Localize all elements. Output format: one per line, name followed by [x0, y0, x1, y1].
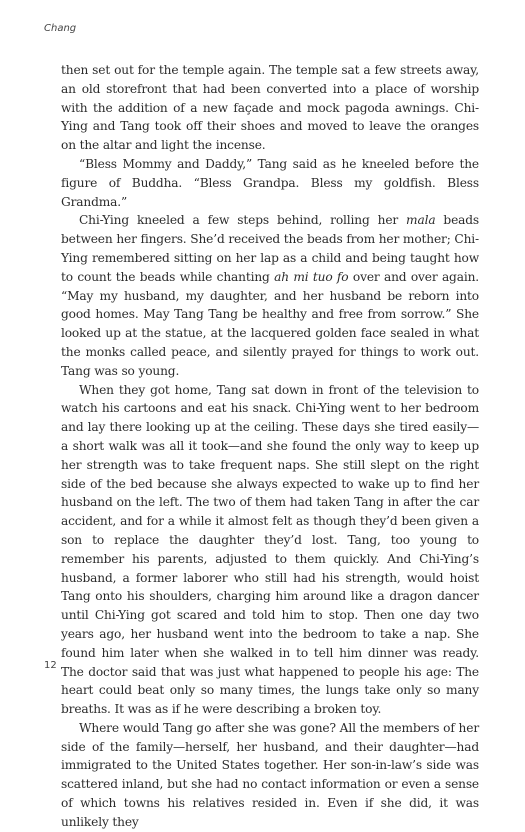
text-run: Where would Tang go after she was gone? All the members of her side of the family—herself, her husband, and their daughter—had immigrated to the United States together. Her son-in-law’s side was scattered inland, but she had no contact information or even a sense of which towns his relatives resided in. Even if she did, it was unlikely they	[61, 720, 479, 829]
paragraph	[61, 155, 479, 211]
paragraph	[61, 381, 479, 719]
italic-text: ah mi tuo fo	[274, 269, 349, 284]
text-run: Chi-Ying kneeled a few steps behind, rolling her	[79, 213, 407, 228]
body-text	[61, 61, 479, 832]
running-head: Chang	[44, 23, 77, 34]
text-run: When they got home, Tang sat down in front of the television to watch his cartoons and eat his snack. Chi-Ying went to her bedroom and lay there looking up at the ceiling. These days she tired easily—a short walk was all it took—and she found the only way to keep up her strength was to take frequent naps. She still slept on the right side of the bed because she always expected to wake up to find her husband on the left. The two of them had taken Tang in after the car accident, and for a while it almost felt as though they’d been given a son to replace the daughter they’d lost. Tang, too young to remember his parents, adjusted to them quickly. And Chi-Ying’s husband, a former laborer who still had his strength, would hoist Tang onto his shoulders, charging him around like a dragon dancer until Chi-Ying got scared and told him to stop. Then one day two years ago, her husband went into the bedroom to take a nap. She found him later when she walked in to tell him dinner was ready. The doctor said that was just what happened to people his age: The heart could beat only so many times, the lungs take only so many breaths. It was as if he were describing a broken toy.	[61, 382, 479, 717]
italic-text: mala	[406, 213, 436, 228]
text-run: over and over again. “May my husband, my daughter, and her husband be reborn into good homes. May Tang Tang be healthy and free from sorrow.” She looked up at the statue, at the lacquered golden face sealed in what the monks called peace, and silently prayed for things to work out. Tang was so young.	[61, 269, 479, 378]
text-run: then set out for the temple again. The temple sat a few streets away, an old storefront that had been converted into a place of worship with the addition of a new façade and mock pagoda awnings. Chi-Ying and Tang took off their shoes and moved to leave the oranges on the altar and light the incense.	[61, 63, 479, 153]
page-number: 12	[44, 660, 57, 671]
text-run: “Bless Mommy and Daddy,” Tang said as he kneeled before the figure of Buddha. “Bless Grandpa. Bless my goldfish. Bless Grandma.”	[61, 156, 479, 209]
paragraph	[61, 719, 479, 832]
paragraph	[61, 211, 479, 380]
text-run: beads between her fingers. She’d received the beads from her mother; Chi-Ying remembered sitting on her lap as a child and being taught how to count the beads while chanting	[61, 213, 480, 284]
paragraph	[61, 61, 479, 155]
